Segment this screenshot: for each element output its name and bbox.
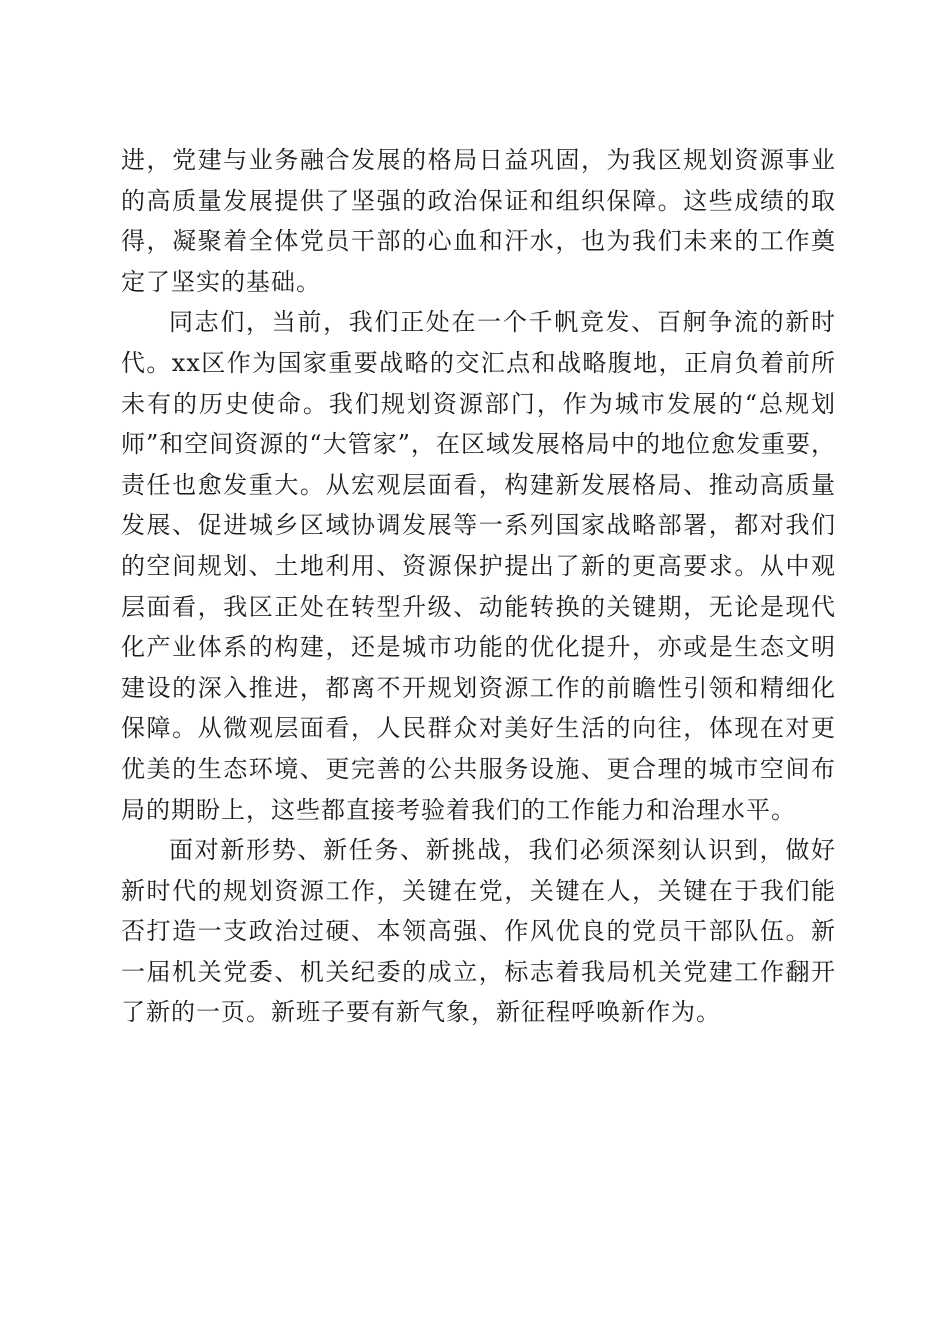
- document-body: [121, 140, 836, 1033]
- paragraph-continuation: 进，党建与业务融合发展的格局日益巩固，为我区规划资源事业的高质量发展提供了坚强的政治保证和组织保障。这些成绩的取得，凝聚着全体党员干部的心血和汗水，也为我们未来的工作奠定了坚实的基础。: [121, 146, 836, 296]
- paragraph-era-context: 同志们，当前，我们正处在一个千帆竞发、百舸争流的新时代。xx区作为国家重要战略的交汇点和战略腹地，正肩负着前所未有的历史使命。我们规划资源部门，作为城市发展的“总规划师”和空间资源的“大管家”，在区域发展格局中的地位愈发重要，责任也愈发重大。从宏观层面看，构建新发展格局、推动高质量发展、促进城乡区域协调发展等一系列国家战略部署，都对我们的空间规划、土地利用、资源保护提出了新的更高要求。从中观层面看，我区正处在转型升级、动能转换的关键期，无论是现代化产业体系的构建，还是城市功能的优化提升，亦或是生态文明建设的深入推进，都离不开规划资源工作的前瞻性引领和精细化保障。从微观层面看，人民群众对美好生活的向往，体现在对更优美的生态环境、更完善的公共服务设施、更合理的城市空间布局的期盼上，这些都直接考验着我们的工作能力和治理水平。: [121, 308, 836, 824]
- paragraph-new-challenges: 面对新形势、新任务、新挑战，我们必须深刻认识到，做好新时代的规划资源工作，关键在党，关键在人，关键在于我们能否打造一支政治过硬、本领高强、作风优良的党员干部队伍。新一届机关党委、机关纪委的成立，标志着我局机关党建工作翻开了新的一页。新班子要有新气象，新征程呼唤新作为。: [121, 836, 836, 1027]
